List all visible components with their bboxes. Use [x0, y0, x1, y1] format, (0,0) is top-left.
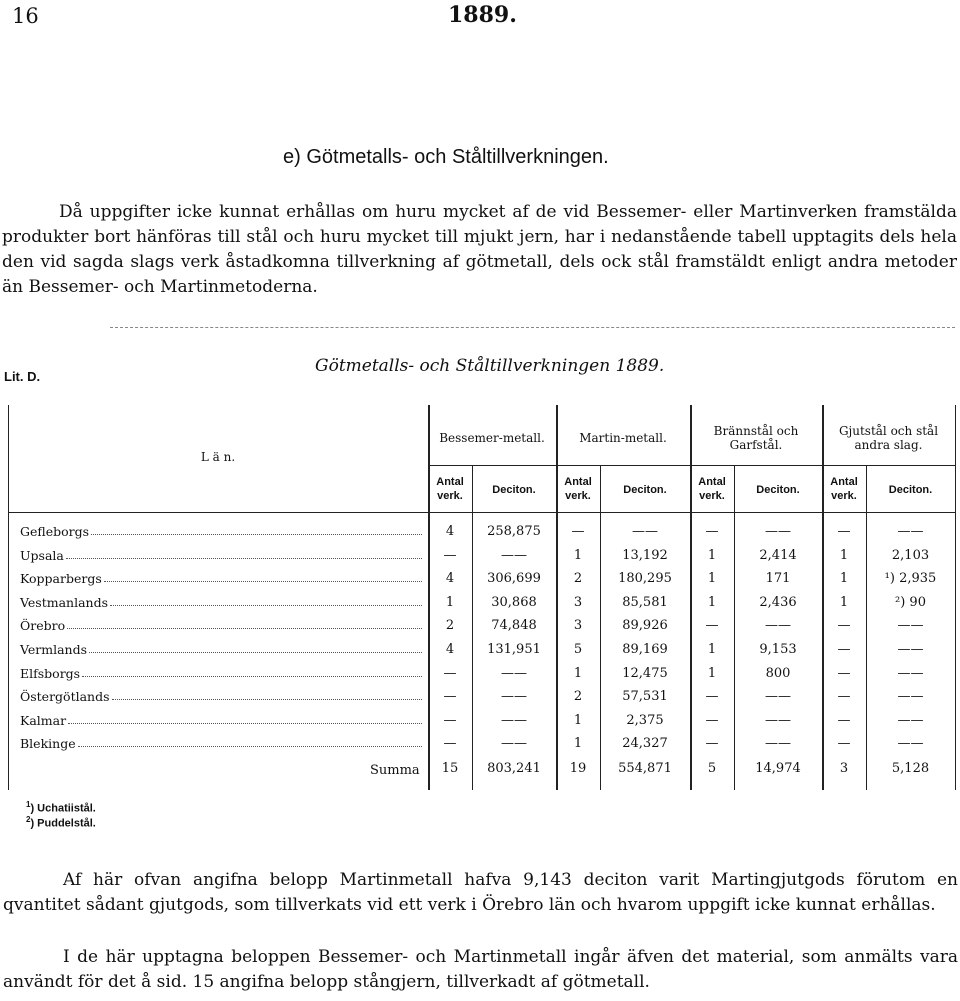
group-header-label: Martin-metall. [579, 431, 667, 445]
table-cell: 800 [765, 665, 791, 681]
table-cell: —— [897, 665, 924, 681]
table-cell: —— [501, 736, 527, 752]
group-header [556, 420, 690, 456]
deciton-header: Deciton. [888, 484, 933, 496]
table-cell: —— [765, 524, 791, 539]
table-column-rule [955, 405, 956, 790]
lan-name: Elfsborgs [20, 665, 81, 681]
group-header [428, 420, 556, 456]
leader-dots [66, 558, 422, 559]
table-cell: 2,103 [891, 547, 930, 563]
table-cell: 1 [839, 547, 849, 563]
table-row-lan [20, 714, 424, 728]
table-row-lan [20, 643, 424, 657]
summa-cell: 3 [839, 761, 849, 776]
table-cell: 2 [573, 571, 583, 587]
leader-dots [112, 699, 422, 700]
table-cell: — [443, 712, 457, 728]
table-cell: —— [897, 642, 924, 657]
lan-name: Vestmanlands [20, 594, 108, 610]
summa-cell: 19 [569, 761, 587, 776]
table-cell: — [705, 736, 719, 752]
leader-dots [110, 605, 422, 606]
table-cell: 1 [573, 712, 583, 728]
group-header [690, 420, 822, 456]
table-cell: —— [501, 665, 527, 681]
table-cell: — [443, 689, 457, 705]
leader-dots [78, 746, 422, 747]
lan-name: Örebro [20, 618, 66, 634]
table-cell: — [571, 524, 585, 539]
table-cell: 12,475 [622, 665, 668, 681]
group-header-label: Gjutstål och stål andra slag. [838, 424, 939, 452]
table-cell: 1 [573, 665, 583, 681]
table-cell: 4 [445, 642, 455, 657]
leader-dots [104, 581, 422, 582]
table-cell: —— [765, 689, 791, 705]
leader-dots [67, 628, 422, 629]
table-cell: 5 [573, 642, 583, 657]
table-row-lan [20, 690, 424, 704]
table-row-lan [20, 737, 424, 751]
group-header-label: Brännstål och Garfstål. [713, 424, 799, 452]
deciton-header: Deciton. [756, 484, 800, 496]
table-cell: 2,436 [759, 594, 797, 610]
table-cell: 74,848 [491, 618, 537, 634]
table-cell: — [837, 689, 851, 705]
summa-cell: 15 [441, 761, 459, 776]
leader-dots [82, 676, 422, 677]
summa-label: Summa [370, 763, 420, 778]
table-cell: 85,581 [622, 594, 668, 610]
table-cell: 1 [707, 571, 717, 587]
lan-name: Upsala [20, 547, 64, 563]
table-cell: —— [501, 689, 527, 705]
table-cell: —— [765, 736, 791, 752]
table-cell: 57,531 [622, 689, 668, 705]
page-year: 1889. [448, 2, 517, 28]
table-cell: ¹) 2,935 [884, 571, 937, 587]
lan-name: Gefleborgs [20, 524, 90, 539]
table-cell: 1 [445, 594, 455, 610]
table-row-lan [20, 549, 424, 563]
deciton-header: Deciton. [623, 484, 667, 496]
table-cell: 89,169 [622, 642, 668, 657]
table-cell: — [837, 618, 851, 634]
table-row-lan [20, 525, 424, 539]
table-cell: —— [632, 524, 658, 539]
table-cell: 9,153 [759, 642, 797, 657]
table-cell: 1 [707, 642, 717, 657]
lan-name: Kalmar [20, 712, 67, 728]
footnote-2: $^2$) Puddelstål. [26, 815, 96, 830]
lan-header: L ä n. [200, 450, 236, 464]
group-header-label: Bessemer-metall. [439, 431, 545, 445]
table-cell: 30,868 [491, 594, 537, 610]
table-cell: —— [897, 618, 924, 634]
table-cell: —— [897, 524, 924, 539]
table-cell: 1 [573, 547, 583, 563]
table-reference: Lit. D. [4, 369, 41, 384]
table-cell: — [837, 665, 851, 681]
table-cell: ²) 90 [895, 594, 926, 610]
table-cell: 306,699 [487, 571, 541, 587]
table-cell: 1 [707, 594, 717, 610]
summa-cell: 5 [707, 761, 717, 776]
section-title: e) Götmetalls- och Ståltillverkningen. [283, 146, 609, 168]
table-cell: — [837, 712, 851, 728]
summa-cell: 803,241 [487, 761, 541, 776]
table-title: Götmetalls- och Ståltillverkningen 1889. [315, 356, 665, 376]
table-cell: 258,875 [487, 524, 541, 539]
table-cell: 3 [573, 594, 583, 610]
table-cell: — [705, 712, 719, 728]
table-cell: 1 [573, 736, 583, 752]
table-cell: — [443, 736, 457, 752]
lan-name: Blekinge [20, 736, 76, 752]
group-header [822, 420, 955, 456]
table-cell: —— [765, 712, 791, 728]
closing-paragraph-2: I de här upptagna beloppen Bessemer- och Martinmetall ingår äfven det material, som anmälts vara användt för det å sid. 15 angifna belopp stångjern, tillverkadt af götmetall. [3, 947, 958, 992]
leader-dots [91, 534, 422, 535]
table-cell: — [705, 689, 719, 705]
table-cell: — [705, 618, 719, 634]
table-row-lan [20, 667, 424, 681]
summa-cell: 5,128 [891, 761, 930, 776]
table-cell: —— [897, 712, 924, 728]
table-cell: 131,951 [487, 642, 541, 657]
table-cell: 89,926 [622, 618, 668, 634]
table-cell: — [837, 642, 851, 657]
table-cell: 4 [445, 571, 455, 587]
antal-verk-header: Antal verk. [436, 476, 464, 502]
table-cell: — [837, 524, 851, 539]
lan-name: Vermlands [20, 642, 88, 657]
leader-dots [89, 652, 422, 653]
antal-verk-header: Antal verk. [830, 476, 858, 502]
table-cell: —— [501, 712, 527, 728]
table-cell: 2 [573, 689, 583, 705]
table-cell: — [837, 736, 851, 752]
table-cell: 171 [765, 571, 791, 587]
table-cell: — [443, 665, 457, 681]
table-cell: 180,295 [618, 571, 672, 587]
summa-cell: 554,871 [618, 761, 672, 776]
footnote-1: $^1$) Uchatiistål. [26, 800, 96, 815]
closing-paragraph-1: Af här ofvan angifna belopp Martinmetall hafva 9,143 deciton varit Martingjutgods förutom en qvantitet sådant gjutgods, som tillverkats vid ett verk i Örebro län och hvarom uppgift icke kunnat erhållas. [3, 870, 958, 915]
table-cell: 1 [839, 594, 849, 610]
table-cell: 13,192 [622, 547, 668, 563]
table-cell: —— [897, 736, 924, 752]
table-header-rule [8, 512, 955, 513]
table-cell: —— [765, 618, 791, 634]
separator-rule [110, 327, 955, 328]
table-cell: 1 [707, 665, 717, 681]
table-cell: 2,375 [626, 712, 664, 728]
table-cell: 2,414 [759, 547, 797, 563]
lan-name: Kopparbergs [20, 571, 102, 587]
summa-cell: 14,974 [755, 761, 801, 776]
page-number: 16 [12, 4, 39, 28]
table-cell: 1 [839, 571, 849, 587]
table-cell: 1 [707, 547, 717, 563]
table-cell: 3 [573, 618, 583, 634]
lan-name: Östergötlands [20, 689, 110, 705]
table-cell: 2 [445, 618, 455, 634]
table-row-lan [20, 596, 424, 610]
table-cell: — [443, 547, 457, 563]
table-cell: 24,327 [622, 736, 668, 752]
table-cell: — [705, 524, 719, 539]
deciton-header: Deciton. [492, 484, 536, 496]
table-cell: —— [501, 547, 527, 563]
table-cell: —— [897, 689, 924, 705]
table-rule [428, 465, 955, 466]
table-cell: 4 [445, 524, 455, 539]
table-row-lan [20, 619, 424, 633]
antal-verk-header: Antal verk. [698, 476, 726, 502]
leader-dots [68, 723, 422, 724]
table-row-lan [20, 572, 424, 586]
antal-verk-header: Antal verk. [564, 476, 592, 502]
intro-paragraph: Då uppgifter icke kunnat erhållas om huru mycket af de vid Bessemer- eller Martinverken framstälda produkter bort hänföras till stål och huru mycket till mjukt jern, har i nedanstående tabell upptagits dels hela den vid sagda slags verk åstadkomna tillverkning af götmetall, dels ock stål framstäldt enligt andra metoder än Bessemer- och Martinmetoderna. [2, 202, 957, 297]
